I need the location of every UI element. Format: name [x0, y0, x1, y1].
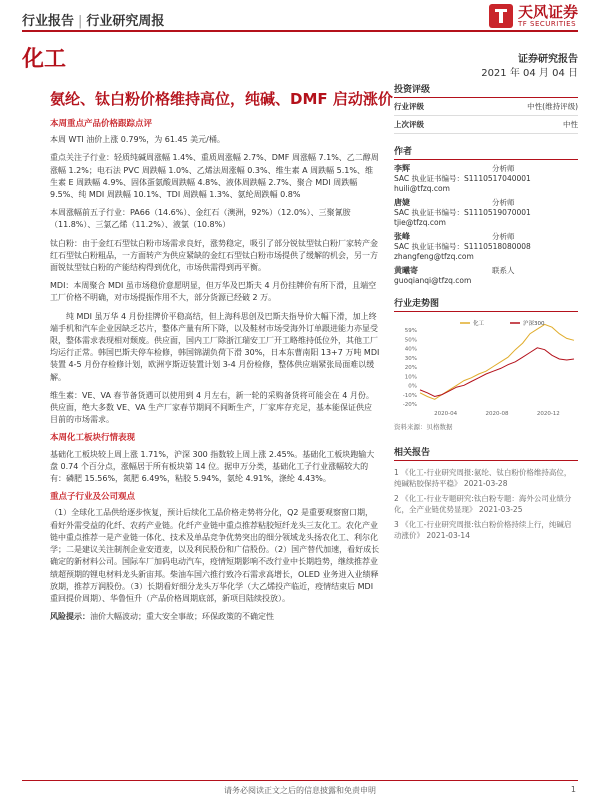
y-tick-label: -10%	[402, 392, 417, 399]
sidebar	[394, 78, 578, 545]
paragraph-vitamins: 维生素：VE、VA 春节备货遇可以使用到 4 月左右，新一轮的采购备货将可能会在 4 月份。供应面，绝大多数 VE、VA 生产厂家春节期间不间断生产，厂家库存充足，基本能保证供应目前的市场需求。	[50, 390, 374, 425]
main-content	[50, 118, 380, 629]
chart-source: 资料来源：贝格数据	[394, 423, 453, 431]
header-rule	[22, 30, 578, 32]
risk-text: 油价大幅波动；重大安全事故；环保政策的不确定性	[90, 612, 274, 622]
logo-name-cn: 天风证券	[517, 3, 578, 21]
subcategory-label: 行业研究周报	[86, 14, 165, 29]
related-report-item[interactable]: 2 《化工-行业专题研究:钛白粉专题：海外公司业绩分化，全产业链优势显现》 2021-03-25	[394, 494, 572, 514]
y-tick-label: 20%	[404, 365, 417, 371]
y-tick-label: 10%	[404, 374, 417, 381]
rating-label: 行业评级	[394, 102, 424, 111]
y-tick-label: 59%	[404, 328, 417, 334]
category-label: 行业报告	[22, 14, 75, 29]
author-name: 张峰	[394, 232, 410, 241]
x-tick-label: 2020-12	[536, 411, 560, 417]
rating-value: 中性(维持评级)	[527, 102, 578, 111]
paragraph-titanium: 钛白粉：由于金红石型钛白粉市场需求良好，涨势稳定，吸引了部分锐钛型钛白粉厂家转产金红石型钛白粉粗品，一方面转产为供应紧缺的金红石型钛白粉市场提供了缓解的机会，另一方面锐钛型钛白粉的产能结构得到优化，市场供需得到再平衡。	[50, 238, 378, 273]
author-cert: SAC 执业证书编号：S1110518080008	[394, 242, 531, 251]
industry-title: 化工	[22, 47, 67, 72]
y-tick-label: 30%	[404, 355, 417, 362]
section-title-views: 重点子行业及公司观点	[50, 492, 136, 503]
author-email[interactable]: guoqianqi@tfzq.com	[394, 276, 472, 285]
rating-title: 投资评级	[394, 82, 578, 98]
related-report-item[interactable]: 1 《化工-行业研究周报:氨纶、钛白粉价格维持高位，纯碱粘胶保持平稳》 2021-03-28	[394, 468, 572, 488]
prev-rating-label: 上次评级	[394, 120, 424, 129]
y-tick-label: -20%	[402, 402, 417, 408]
footer-disclaimer: 请务必阅读正文之后的信息披露和免责申明	[224, 786, 376, 795]
category-separator: |	[78, 14, 83, 29]
prev-rating-row	[394, 116, 578, 134]
author-name: 唐婕	[394, 198, 410, 207]
paragraph-oil: 本周 WTI 油价上涨 0.79%，为 61.45 美元/桶。	[50, 135, 225, 145]
related-title: 相关报告	[394, 445, 578, 461]
page-number: 1	[570, 785, 576, 794]
author-item	[394, 266, 578, 286]
author-cert: SAC 执业证书编号：S1110519070001	[394, 208, 531, 217]
author-role: 联系人	[492, 266, 515, 275]
y-tick-label: 40%	[404, 346, 417, 353]
y-tick-label: 0%	[408, 383, 417, 390]
rating-row	[394, 98, 578, 116]
risk-label: 风险提示：	[50, 612, 90, 622]
author-role: 分析师	[492, 198, 515, 207]
logo-mark-icon	[489, 4, 513, 28]
author-role: 分析师	[492, 232, 515, 241]
trend-title: 行业走势图	[394, 296, 578, 312]
section-title-market: 本周化工板块行情表现	[50, 433, 136, 444]
x-tick-label: 2020-04	[434, 411, 458, 417]
report-category	[22, 10, 164, 29]
trend-chart	[394, 318, 578, 420]
legend-label: 沪深300	[523, 321, 545, 327]
report-headline: 氨纶、钛白粉价格维持高位，纯碱、DMF 启动涨价	[50, 90, 393, 108]
related-report-item[interactable]: 3 《化工-行业研究周报:钛白粉价格持续上行，纯碱启动涨价》 2021-03-14	[394, 520, 572, 540]
y-tick-label: 50%	[404, 337, 417, 344]
author-item	[394, 164, 578, 194]
related-list	[394, 467, 578, 541]
paragraph-mdi: MDI：本周聚合 MDI 虽市场稳价意愿明显，但万华及巴斯夫 4 月份挂牌价有所下滑，且端空工厂价格不明确，对市场提振作用不大，部分货源已经破 2 万。	[50, 281, 377, 303]
paragraph-views: （1）全球化工品供给逐步恢复，预计后续化工品价格走势将分化，Q2 是重要观察窗口期，看好外需受益的化纤、农药产业链。化纤产业链中重点推荐粘胶短纤龙头三友化工。农化产业链中重点推荐一是产业链一体化、技术及单品竞争优势突出的细分领域龙头扬农化工、利尔化学；二是建议关注制剂企业安道麦，以及利民股份和广信股份。（2）国产替代加速，看好成长确定的新材料公司。国际车厂加码电动汽车，疫情短期影响不改行业中长期趋势，继续推荐业绩超预期的锂电材料龙头新宙邦。柴油车国六推行致冷石需求高增长，OLED 业务进入业绩释放期，推荐万润股份。（3）长期看好细分龙头万华化学（大乙烯投产临近，疫情结束后 MDI 重回提价周期）、华鲁恒升（产品价格周期底部，新项目陆续投放）。	[50, 508, 380, 603]
risk-note	[50, 611, 380, 623]
author-cert: SAC 执业证书编号：S1110517040001	[394, 174, 531, 183]
footer-rule	[22, 780, 578, 781]
legend-label: 化工	[473, 321, 485, 327]
author-name: 李辉	[394, 164, 410, 173]
logo-name-en: TF SECURITIES	[517, 20, 577, 28]
author-email[interactable]: zhangfeng@tfzq.com	[394, 252, 474, 261]
author-title: 作者	[394, 144, 578, 160]
report-date: 2021 年 04 月 04 日	[481, 68, 578, 79]
author-role: 分析师	[492, 164, 515, 173]
paragraph-market: 基础化工板块较上周上涨 1.71%，沪深 300 指数较上周上涨 2.45%。基础化工板块跑输大盘 0.74 个百分点，涨幅居于所有板块第 14 位。据申万分类，基础化工子行业涨幅较大的有：磷肥 15.56%，氮肥 6.49%，粘胶 5.94%，氨纶 4.91%，涤纶 4.43%。	[50, 449, 375, 484]
prev-rating-value: 中性	[563, 120, 578, 129]
author-item	[394, 232, 578, 262]
paragraph-top-five: 本周涨幅前五子行业：PA66（14.6%）、金红石（澳洲，92%）（12.0%）、三聚氰胺（11.8%）、三氯乙烯（11.2%）、液氯（10.8%）	[50, 208, 351, 230]
report-type: 证券研究报告	[518, 54, 578, 65]
brand-logo	[489, 4, 578, 28]
author-name: 黄曦寄	[394, 266, 418, 275]
trend-chart-svg	[394, 318, 578, 418]
author-email[interactable]: tjie@tfzq.com	[394, 218, 446, 227]
paragraph-pure-mdi: 纯 MDI 虽万华 4 月份挂牌价平稳高结，但上海科思创及巴斯夫指导价大幅下滑，加上终端手机和汽车企业因缺乏芯片，整体产量有所下降，以及鞋材市场受海外订单跟进能力亦显受限，整体需求表现相对颓废。供应面，国内工厂除浙江瑞安工厂开工略维持低位外，其他工厂均运行正常。韩国巴斯夫停车检修，韩国锦湖负荷下滑 30%，日本东曹南阳 13+7 万吨 MDI 装置 4-5 月份存检修计划，欧洲亨斯迈装置计划 3-4 月份检修，整体供应端紧张局面难以缓解。	[50, 311, 380, 382]
author-email[interactable]: huili@tfzq.com	[394, 184, 450, 193]
x-tick-label: 2020-08	[485, 411, 509, 417]
author-item	[394, 198, 578, 228]
series-line	[420, 348, 574, 397]
series-line	[420, 324, 574, 399]
paragraph-key-subsectors: 重点关注子行业：轻质纯碱周涨幅 1.4%、重质周涨幅 2.7%、DMF 周涨幅 7.1%、乙二醇周涨幅 1.2%；电石法 PVC 周跌幅 1.0%、乙烯法周涨幅 0.3%、维生素 A 周跌幅 5.1%、维生素 E 周跌幅 4.9%、固体蛋氨酸周跌幅 4.8%、液体周跌幅 2.7%、聚合 MDI 周跌幅 9.5%、纯 MDI 周跌幅 10.1%、TDI 周跌幅 1.3%、氨纶周跌幅 0.8%	[50, 153, 379, 200]
section-title-price: 本周重点产品价格跟踪点评	[50, 119, 153, 129]
